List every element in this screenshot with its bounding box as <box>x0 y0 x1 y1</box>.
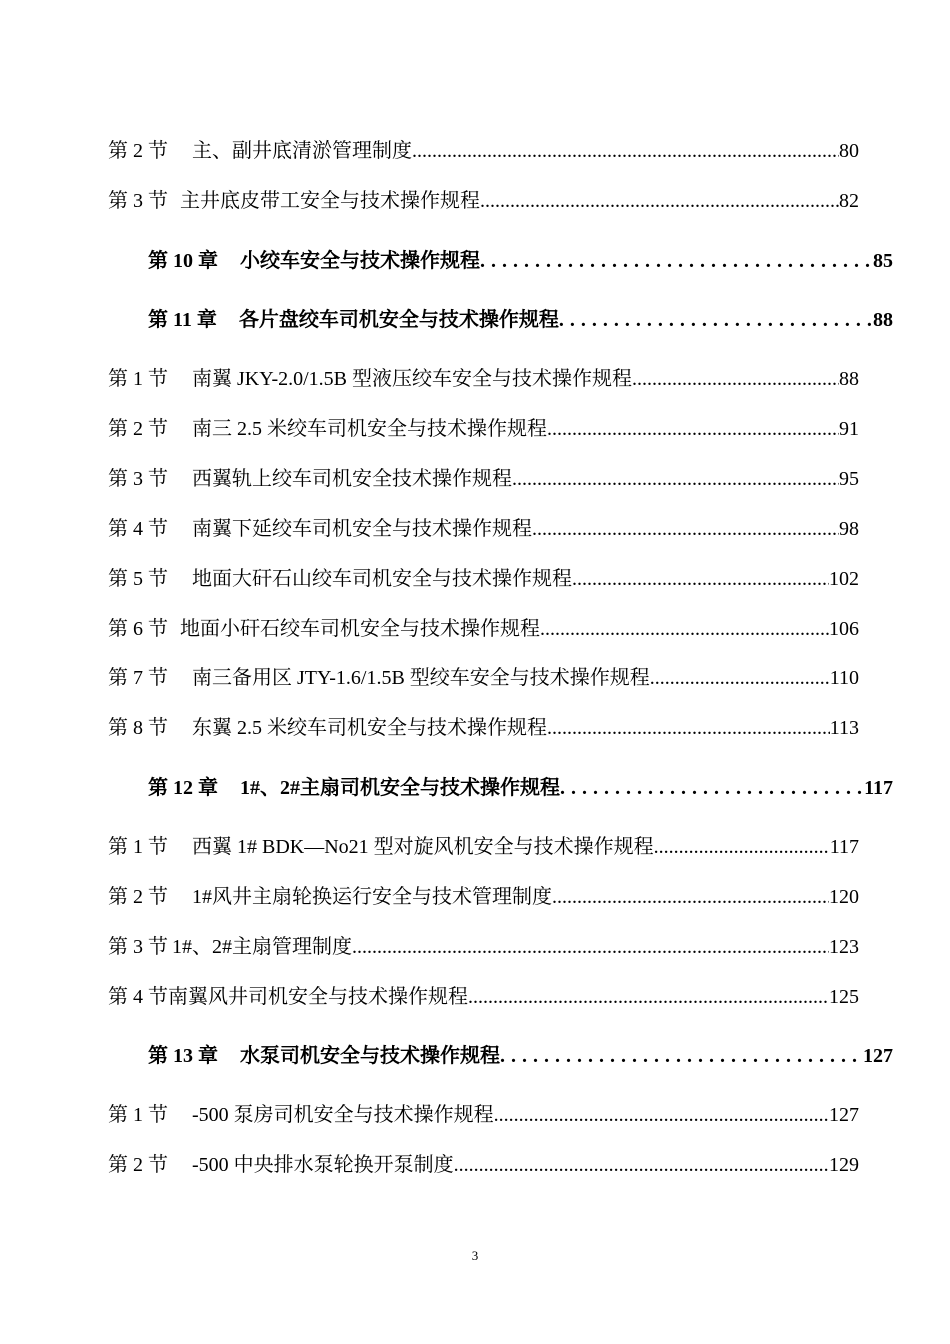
toc-entry-number: 第 2 节 <box>108 1154 168 1176</box>
toc-entry-page: 120 <box>829 886 859 908</box>
toc-entry[interactable] <box>108 984 859 1010</box>
dot-leader <box>480 248 873 274</box>
toc-entry-title: 1#、2#主扇司机安全与技术操作规程 <box>240 777 560 799</box>
toc-entry[interactable] <box>108 466 859 492</box>
dot-leader <box>559 307 873 333</box>
toc-entry-title: 南翼 JKY-2.0/1.5B 型液压绞车安全与技术操作规程 <box>192 368 633 390</box>
toc-entry-title: 西翼 1# BDK—No21 型对旋风机安全与技术操作规程 <box>192 836 654 858</box>
toc-entry-number: 第 3 节 <box>108 190 168 212</box>
toc-entry-page: 117 <box>829 836 859 858</box>
dot-leader <box>632 366 839 392</box>
toc-entry[interactable] <box>108 715 859 741</box>
toc-entry[interactable] <box>108 1102 859 1128</box>
toc-entry-number: 第 8 节 <box>108 717 168 739</box>
toc-entry[interactable] <box>108 884 859 910</box>
toc-entry-title: 主、副井底清淤管理制度 <box>192 140 412 162</box>
toc-entry-page: 127 <box>863 1045 893 1067</box>
toc-entry-title: 各片盘绞车司机安全与技术操作规程 <box>238 309 559 331</box>
toc-entry-title: 西翼轨上绞车司机安全技术操作规程 <box>192 468 512 490</box>
dot-leader <box>494 1102 829 1128</box>
dot-leader <box>540 616 829 642</box>
toc-entry-title: -500 中央排水泵轮换开泵制度 <box>192 1154 454 1176</box>
toc-entry-page: 110 <box>829 667 859 689</box>
toc-entry-number: 第 1 节 <box>108 836 168 858</box>
toc-entry[interactable] <box>108 616 859 642</box>
toc-entry-number: 第 2 节 <box>108 140 168 162</box>
toc-entry-number: 第 7 节 <box>108 667 168 689</box>
dot-leader <box>500 1043 863 1069</box>
toc-entry-number: 第 11 章 <box>148 309 217 331</box>
toc-entry-page: 117 <box>864 777 893 799</box>
toc-chapter-entry[interactable] <box>148 775 893 801</box>
toc-entry-page: 80 <box>839 140 859 162</box>
dot-leader <box>552 884 829 910</box>
toc-entry-page: 95 <box>839 468 859 490</box>
toc-entry-number: 第 5 节 <box>108 568 168 590</box>
dot-leader <box>547 715 830 741</box>
toc-entry-page: 85 <box>873 250 893 272</box>
toc-entry-page: 88 <box>839 368 859 390</box>
toc-entry-title: -500 泵房司机安全与技术操作规程 <box>192 1104 494 1126</box>
dot-leader <box>468 984 829 1010</box>
toc-entry-title: 南翼风井司机安全与技术操作规程 <box>168 986 468 1008</box>
toc-chapter-entry[interactable] <box>148 248 893 274</box>
toc-entry-number: 第 4 节 <box>108 518 168 540</box>
toc-entry-page: 125 <box>829 986 859 1008</box>
toc-entry-number: 第 4 节 <box>108 986 168 1008</box>
toc-entry-page: 88 <box>873 309 893 331</box>
toc-entry-title: 东翼 2.5 米绞车司机安全与技术操作规程 <box>192 717 547 739</box>
toc-entry-number: 第 2 节 <box>108 886 168 908</box>
toc-entry[interactable] <box>108 934 859 960</box>
dot-leader <box>352 934 829 960</box>
toc-entry-title: 1#、2#主扇管理制度 <box>172 936 352 958</box>
toc-entry-page: 106 <box>829 618 859 640</box>
toc-entry-page: 123 <box>829 936 859 958</box>
toc-chapter-entry[interactable] <box>148 307 893 333</box>
toc-entry[interactable] <box>108 1152 859 1178</box>
toc-entry-page: 98 <box>839 518 859 540</box>
toc-entry-title: 1#风井主扇轮换运行安全与技术管理制度 <box>192 886 552 908</box>
toc-entry-number: 第 3 节 <box>108 936 168 958</box>
toc-entry-number: 第 13 章 <box>148 1045 218 1067</box>
dot-leader <box>654 834 830 860</box>
toc-entry-number: 第 12 章 <box>148 777 218 799</box>
toc-entry-number: 第 6 节 <box>108 618 168 640</box>
toc-entry-page: 113 <box>829 717 859 739</box>
toc-entry-number: 第 1 节 <box>108 368 168 390</box>
toc-entry[interactable] <box>108 665 859 691</box>
toc-entry[interactable] <box>108 138 859 164</box>
toc-entry-title: 水泵司机安全与技术操作规程 <box>240 1045 500 1067</box>
dot-leader <box>412 138 839 164</box>
dot-leader <box>512 466 839 492</box>
toc-entry-page: 127 <box>829 1104 859 1126</box>
toc-entry[interactable] <box>108 516 859 542</box>
toc-entry-number: 第 3 节 <box>108 468 168 490</box>
toc-entry-page: 91 <box>839 418 859 440</box>
toc-entry-title: 地面大矸石山绞车司机安全与技术操作规程 <box>192 568 572 590</box>
toc-entry-page: 129 <box>829 1154 859 1176</box>
toc-entry[interactable] <box>108 416 859 442</box>
toc-entry[interactable] <box>108 834 859 860</box>
dot-leader <box>480 188 839 214</box>
toc-chapter-entry[interactable] <box>148 1043 893 1069</box>
toc-entry-page: 102 <box>829 568 859 590</box>
toc-entry-title: 南翼下延绞车司机安全与技术操作规程 <box>192 518 532 540</box>
toc-entry-page: 82 <box>839 190 859 212</box>
toc-entry[interactable] <box>108 366 859 392</box>
dot-leader <box>454 1152 829 1178</box>
dot-leader <box>650 665 830 691</box>
toc-entry-title: 主井底皮带工安全与技术操作规程 <box>180 190 480 212</box>
toc-entry[interactable] <box>108 188 859 214</box>
toc-entry-title: 地面小矸石绞车司机安全与技术操作规程 <box>180 618 540 640</box>
toc-entry-number: 第 2 节 <box>108 418 168 440</box>
dot-leader <box>532 516 839 542</box>
toc-entry-title: 南三 2.5 米绞车司机安全与技术操作规程 <box>192 418 547 440</box>
dot-leader <box>572 566 829 592</box>
toc-entry-title: 小绞车安全与技术操作规程 <box>240 250 480 272</box>
toc-entry[interactable] <box>108 566 859 592</box>
toc-entry-number: 第 10 章 <box>148 250 218 272</box>
toc-entry-number: 第 1 节 <box>108 1104 168 1126</box>
dot-leader <box>560 775 864 801</box>
dot-leader <box>547 416 839 442</box>
page-number: 3 <box>471 1248 479 1263</box>
toc-entry-title: 南三备用区 JTY-1.6/1.5B 型绞车安全与技术操作规程 <box>192 667 650 689</box>
